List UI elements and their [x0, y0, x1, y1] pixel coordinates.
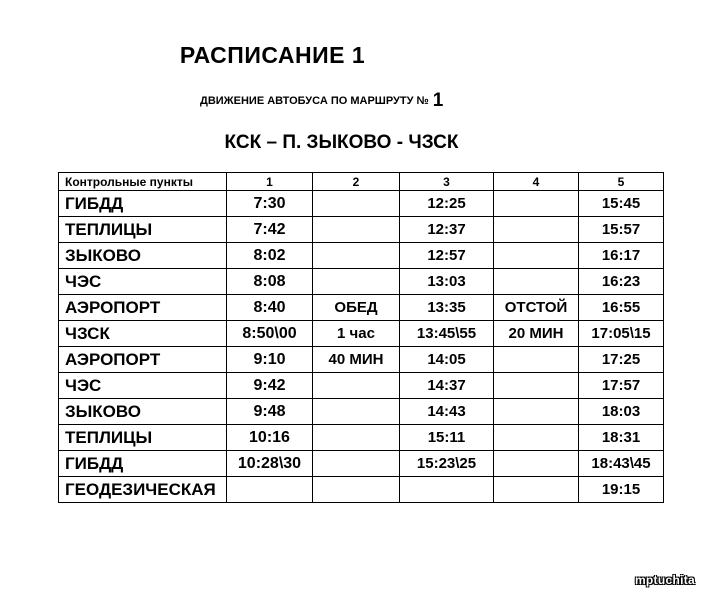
time-cell: [313, 451, 400, 477]
time-cell: 16:17: [579, 243, 664, 269]
time-cell: [227, 477, 313, 503]
time-cell: 9:10: [227, 347, 313, 373]
time-cell: 12:25: [400, 191, 494, 217]
header-col-2: 2: [313, 173, 400, 191]
time-cell: [494, 243, 579, 269]
header-trip-5: 5: [579, 173, 664, 191]
checkpoint-name: ЧЭС: [59, 269, 227, 295]
table-row: [59, 269, 664, 295]
time-cell: [494, 477, 579, 503]
time-cell: 13:35: [400, 295, 494, 321]
time-cell: [494, 425, 579, 451]
time-cell: 10:16: [227, 425, 313, 451]
subtitle: [200, 90, 443, 112]
time-cell: 16:23: [579, 269, 664, 295]
checkpoint-name: ГИБДД: [59, 451, 227, 477]
time-cell: 18:43\45: [579, 451, 664, 477]
time-cell: [313, 425, 400, 451]
header-checkpoints: Контрольные пункты: [59, 173, 227, 191]
table-row: [59, 399, 664, 425]
checkpoint-name: АЭРОПОРТ: [59, 347, 227, 373]
checkpoint-name: ТЕПЛИЦЫ: [59, 217, 227, 243]
time-cell: [313, 269, 400, 295]
checkpoint-name: ГЕОДЕЗИЧЕСКАЯ: [59, 477, 227, 503]
time-cell: 8:08: [227, 269, 313, 295]
time-cell: 15:45: [579, 191, 664, 217]
time-cell: [400, 477, 494, 503]
time-cell: [313, 217, 400, 243]
time-cell: 7:42: [227, 217, 313, 243]
checkpoint-name: ЧЗСК: [59, 321, 227, 347]
time-cell: 8:50\00: [227, 321, 313, 347]
time-cell: 15:57: [579, 217, 664, 243]
time-cell: 1 час: [313, 321, 400, 347]
subtitle-text: ДВИЖЕНИЕ АВТОБУСА ПО МАРШРУТУ №: [200, 95, 429, 107]
time-cell: 40 МИН: [313, 347, 400, 373]
checkpoint-name: ЧЭС: [59, 373, 227, 399]
time-cell: [313, 373, 400, 399]
time-cell: [494, 347, 579, 373]
time-cell: 19:15: [579, 477, 664, 503]
table-header-row: [59, 173, 664, 191]
time-cell: 17:57: [579, 373, 664, 399]
time-cell: 20 МИН: [494, 321, 579, 347]
table-row: [59, 217, 664, 243]
checkpoint-name: АЭРОПОРТ: [59, 295, 227, 321]
checkpoint-name: ЗЫКОВО: [59, 243, 227, 269]
time-cell: ОТСТОЙ: [494, 295, 579, 321]
time-cell: 13:03: [400, 269, 494, 295]
watermark: mptuchita: [634, 573, 695, 587]
time-cell: [313, 191, 400, 217]
time-cell: 9:42: [227, 373, 313, 399]
header-trip-1: 1: [227, 173, 313, 191]
table-row: [59, 321, 664, 347]
checkpoint-name: ГИБДД: [59, 191, 227, 217]
time-cell: [313, 477, 400, 503]
schedule-table: [58, 172, 664, 503]
time-cell: 12:37: [400, 217, 494, 243]
time-cell: ОБЕД: [313, 295, 400, 321]
time-cell: 18:31: [579, 425, 664, 451]
table-row: [59, 425, 664, 451]
time-cell: 10:28\30: [227, 451, 313, 477]
time-cell: 17:25: [579, 347, 664, 373]
time-cell: 13:45\55: [400, 321, 494, 347]
header-trip-3: 3: [400, 173, 494, 191]
time-cell: 7:30: [227, 191, 313, 217]
time-cell: 8:40: [227, 295, 313, 321]
table-row: [59, 373, 664, 399]
time-cell: 14:37: [400, 373, 494, 399]
header-col-4: 4: [494, 173, 579, 191]
table-row: [59, 243, 664, 269]
route-name: КСК – П. ЗЫКОВО - ЧЗСК: [224, 132, 459, 153]
time-cell: 14:05: [400, 347, 494, 373]
time-cell: 8:02: [227, 243, 313, 269]
time-cell: [494, 269, 579, 295]
route-number: 1: [432, 90, 444, 111]
time-cell: [313, 243, 400, 269]
time-cell: 12:57: [400, 243, 494, 269]
time-cell: [313, 399, 400, 425]
time-cell: [494, 451, 579, 477]
time-cell: [494, 399, 579, 425]
checkpoint-name: ТЕПЛИЦЫ: [59, 425, 227, 451]
time-cell: 14:43: [400, 399, 494, 425]
table-row: [59, 295, 664, 321]
time-cell: [494, 191, 579, 217]
time-cell: 17:05\15: [579, 321, 664, 347]
time-cell: [494, 373, 579, 399]
table-row: [59, 451, 664, 477]
page-title: РАСПИСАНИЕ 1: [179, 42, 366, 68]
time-cell: [494, 217, 579, 243]
time-cell: 18:03: [579, 399, 664, 425]
table-row: [59, 191, 664, 217]
table-row: [59, 347, 664, 373]
time-cell: 9:48: [227, 399, 313, 425]
time-cell: 15:11: [400, 425, 494, 451]
time-cell: 16:55: [579, 295, 664, 321]
checkpoint-name: ЗЫКОВО: [59, 399, 227, 425]
time-cell: 15:23\25: [400, 451, 494, 477]
table-row: [59, 477, 664, 503]
